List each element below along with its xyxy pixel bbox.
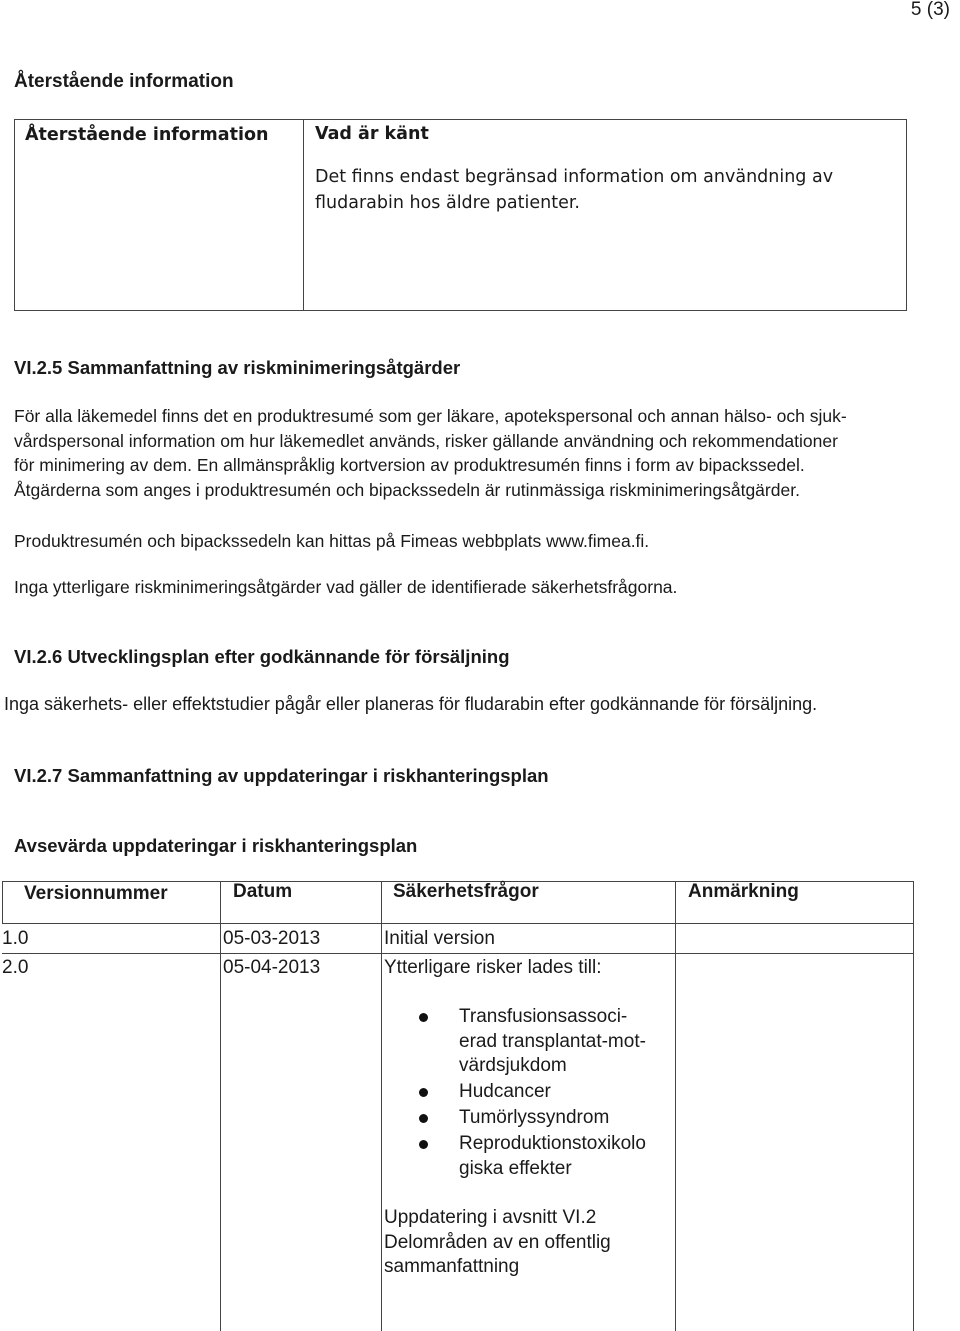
remaining-info-table — [14, 119, 907, 311]
table-border-left — [2, 881, 3, 923]
section-vi25-paragraph-1 — [14, 404, 959, 502]
table-border-right — [913, 881, 914, 1331]
known-heading: Vad är känt — [315, 124, 429, 144]
known-text: Det finns endast begränsad information om användning av fludarabin hos äldre patienter. — [315, 167, 834, 213]
paragraph-line: Åtgärderna som anges i produktresumén och bipackssedeln är rutinmässiga riskminimeringsåtgärder. — [14, 479, 800, 500]
list-item — [415, 1132, 679, 1181]
section-vi25-paragraph-3: Inga ytterligare riskminimeringsåtgärder vad gäller de identifierade säkerhetsfrågorna. — [14, 577, 678, 597]
bullet-icon — [419, 1013, 428, 1022]
update-note — [384, 1206, 611, 1280]
paragraph-line: vårdspersonal information om hur läkemedlet används, risker gällande användning och rekommendationer — [14, 430, 838, 451]
bullet-line: värdsjukdom — [459, 1055, 567, 1076]
page-number: 5 (3) — [910, 0, 950, 20]
update-note-line: sammanfattning — [384, 1256, 520, 1277]
bullet-icon — [419, 1140, 428, 1149]
bullet-line: erad transplantat-mot- — [459, 1030, 646, 1052]
section-vi26-text: Inga säkerhets- eller effektstudier pågår eller planeras för fludarabin efter godkännande för försäljning. — [4, 694, 818, 714]
section-vi26-heading: VI.2.6 Utvecklingsplan efter godkännande för försäljning — [14, 646, 510, 667]
table-col-divider — [381, 881, 382, 1331]
info-table-left-label: Återstående information — [25, 125, 269, 145]
bullet-line: giska effekter — [459, 1157, 572, 1179]
table-border-row1 — [2, 953, 914, 954]
paragraph-line: För alla läkemedel finns det en produktresumé som ger läkare, apotekspersonal och annan hälso- och sjuk- — [14, 406, 847, 426]
table-divider — [303, 120, 304, 310]
risk-bullet-list — [415, 1005, 679, 1181]
table-cell-issues: Ytterligare risker lades till: — [384, 957, 602, 978]
table-cell-issues: Initial version — [384, 928, 495, 949]
update-note-line: Delområden av en offentlig — [384, 1231, 611, 1253]
bullet-line: Hudcancer — [459, 1081, 551, 1102]
table-header-date: Datum — [233, 881, 293, 902]
table-header-version: Versionnummer — [24, 883, 168, 904]
table-cell-version: 1.0 — [2, 928, 29, 949]
list-item — [415, 1005, 679, 1079]
table-cell-version: 2.0 — [2, 957, 29, 978]
remaining-info-heading: Återstående information — [14, 71, 234, 92]
table-cell-date: 05-04-2013 — [223, 957, 321, 978]
table-header-issues: Säkerhetsfrågor — [393, 881, 539, 902]
paragraph-line: för minimering av dem. En allmänspråklig kortversion av produktresumén finns i form av bipackssedel. — [14, 455, 805, 475]
section-vi25-paragraph-2: Produktresumén och bipackssedeln kan hittas på Fimeas webbplats www.fimea.fi. — [14, 531, 650, 551]
list-item — [415, 1106, 679, 1131]
info-table-known-cell — [315, 121, 885, 216]
section-vi27-heading: VI.2.7 Sammanfattning av uppdateringar i riskhanteringsplan — [14, 765, 549, 786]
list-item — [415, 1080, 679, 1105]
table-col-divider — [220, 881, 221, 1331]
bullet-line: Reproduktionstoxikolo — [459, 1133, 646, 1154]
bullet-icon — [419, 1088, 428, 1097]
bullet-icon — [419, 1114, 428, 1123]
bullet-line: Transfusionsassoci- — [459, 1006, 628, 1027]
section-vi27-subheading: Avsevärda uppdateringar i riskhanteringsplan — [14, 835, 418, 856]
bullet-line: Tumörlyssyndrom — [459, 1107, 610, 1128]
table-cell-date: 05-03-2013 — [223, 928, 321, 949]
table-border-header — [2, 923, 914, 924]
section-vi25-heading: VI.2.5 Sammanfattning av riskminimeringsåtgärder — [14, 357, 461, 378]
table-header-remark: Anmärkning — [688, 881, 799, 902]
update-note-line: Uppdatering i avsnitt VI.2 — [384, 1207, 597, 1228]
